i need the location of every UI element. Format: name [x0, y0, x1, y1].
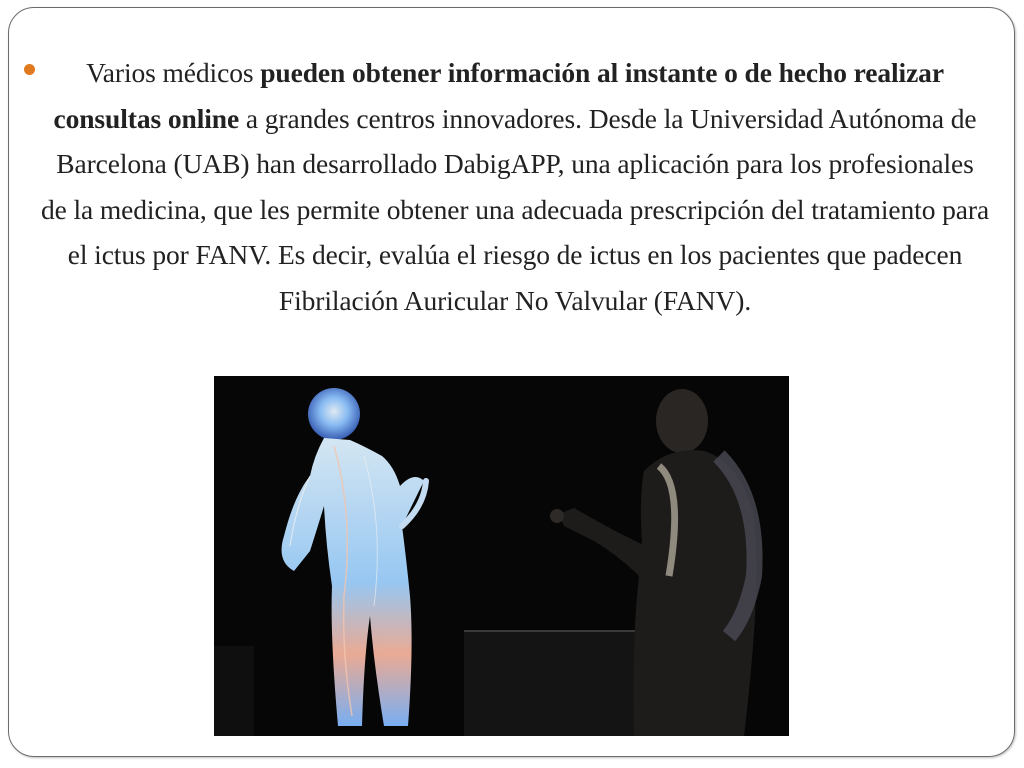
slide-photo — [214, 376, 789, 736]
para-bold: pueden obtener información al instante o de hecho realizar consultas online — [53, 57, 944, 134]
para-intro: Varios médicos — [86, 57, 261, 88]
slide-paragraph — [40, 50, 990, 323]
bullet-dot — [24, 64, 35, 75]
para-rest: a grandes centros innovadores. Desde la Universidad Autónoma de Barcelona (UAB) han desarrollado DabigAPP, una aplicación para los profesionales de la medicina, que les permite obtener una adecuada prescripción del tratamiento para el ictus por FANV. Es decir, evalúa el riesgo de ictus en los pacientes que padecen Fibrilación Auricular No Valvular (FANV). — [40, 102, 990, 316]
photo-illustration — [214, 376, 789, 736]
